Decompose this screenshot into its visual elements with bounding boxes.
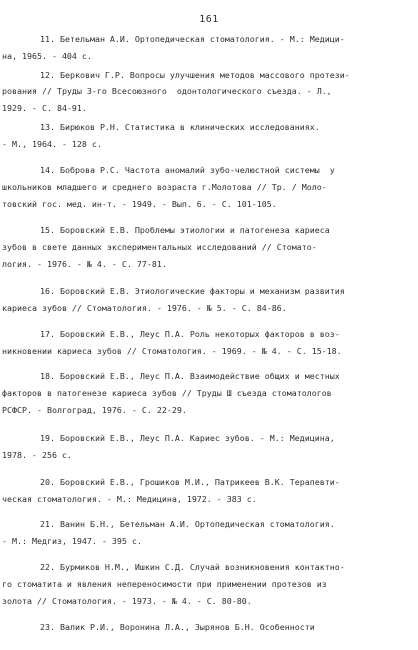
entry-text-line: 20. Боровский Е.В., Грошиков М.И., Патрикеев В.К. Терапевти- (40, 477, 340, 487)
entry-text-line: 19. Боровский Е.В., Леус П.А. Кариес зубов. - М.: Медицина, (40, 433, 335, 443)
entry-text-line: 23. Валик Р.И., Воронина Л.А., Зырянов Б.Н. Особенности (40, 622, 315, 632)
entry-text-line: 14. Боброва Р.С. Частота аномалий зубо-челюстной системы у (40, 165, 335, 175)
entry-text-line: - М., 1964. - 128 с. (2, 139, 102, 149)
entry-text-line: 17. Боровский Е.В., Леус П.А. Роль некоторых факторов в воз- (40, 329, 340, 339)
entry-text-line: 16. Боровский Е.В. Этиологические факторы и механизм развития (40, 286, 345, 296)
entry-text-line: - М.: Медгиз, 1947. - 395 с. (2, 536, 142, 546)
entry-text-line: факторов в патогенезе кариеса зубов // Труды Ш съезда стоматологов (2, 388, 332, 398)
entry-text-line: школьников младшего и среднего возраста г.Молотова // Тр. / Моло- (2, 182, 327, 192)
entry-text-line: 15. Боровский Е.В. Проблемы этиологии и патогенеза кариеса (40, 225, 330, 235)
entry-text-line: го стоматита и явления непереносимости при применении протезов из (2, 579, 327, 589)
entry-text-line: РСФСР. - Волгоград, 1976. - С. 22-29. (2, 405, 187, 415)
entry-text-line: 13. Бирюков Р.Н. Статистика в клинических исследованиях. (40, 122, 320, 132)
entry-text-line: кариеса зубов // Стоматология. - 1976. - № 5. - С. 84-86. (2, 303, 287, 313)
entry-text-line: 12. Беркович Г.Р. Вопросы улучшения методов массового протези- (40, 70, 350, 80)
entry-text-line: рования // Труды 3-го Всесоюзного одонтологического съезда. - Л., (2, 86, 332, 96)
entry-text-line: товский гос. мед. ин-т. - 1949. - Вып. 6. - С. 101-105. (2, 199, 277, 209)
entry-text-line: 22. Бурмиков Н.М., Ишкин С.Д. Случай возникновения контактно- (40, 562, 345, 572)
entry-text-line: 21. Ванин Б.Н., Бетельман А.И. Ортопедическая стоматология. (40, 519, 335, 529)
entry-text-line: на, 1965. - 404 с. (2, 51, 92, 61)
entry-text-line: золота // Стоматология. - 1973. - № 4. - С. 80-80. (2, 596, 252, 606)
entry-text-line: 18. Боровский Е.В., Леус П.А. Взаимодействие общих и местных (40, 371, 340, 381)
entry-text-line: 1978. - 256 с. (2, 450, 72, 460)
page-number: 161 (199, 14, 219, 25)
entry-text-line: логия. - 1976. - № 4. - С. 77-81. (2, 259, 167, 269)
entry-text-line: зубов в свете данных экспериментальных исследований // Стомато- (2, 242, 317, 252)
entry-text-line: 11. Бетельман А.И. Ортопедическая стоматология. - М.: Медици- (40, 34, 345, 44)
entry-text-line: ческая стоматология. - М.: Медицина, 1972. - 383 с. (2, 494, 257, 504)
entry-text-line: никновении кариеса зубов // Стоматология. - 1969. - № 4. - С. 15-18. (2, 346, 342, 356)
entry-text-line: 1929. - С. 84-91. (2, 103, 87, 113)
